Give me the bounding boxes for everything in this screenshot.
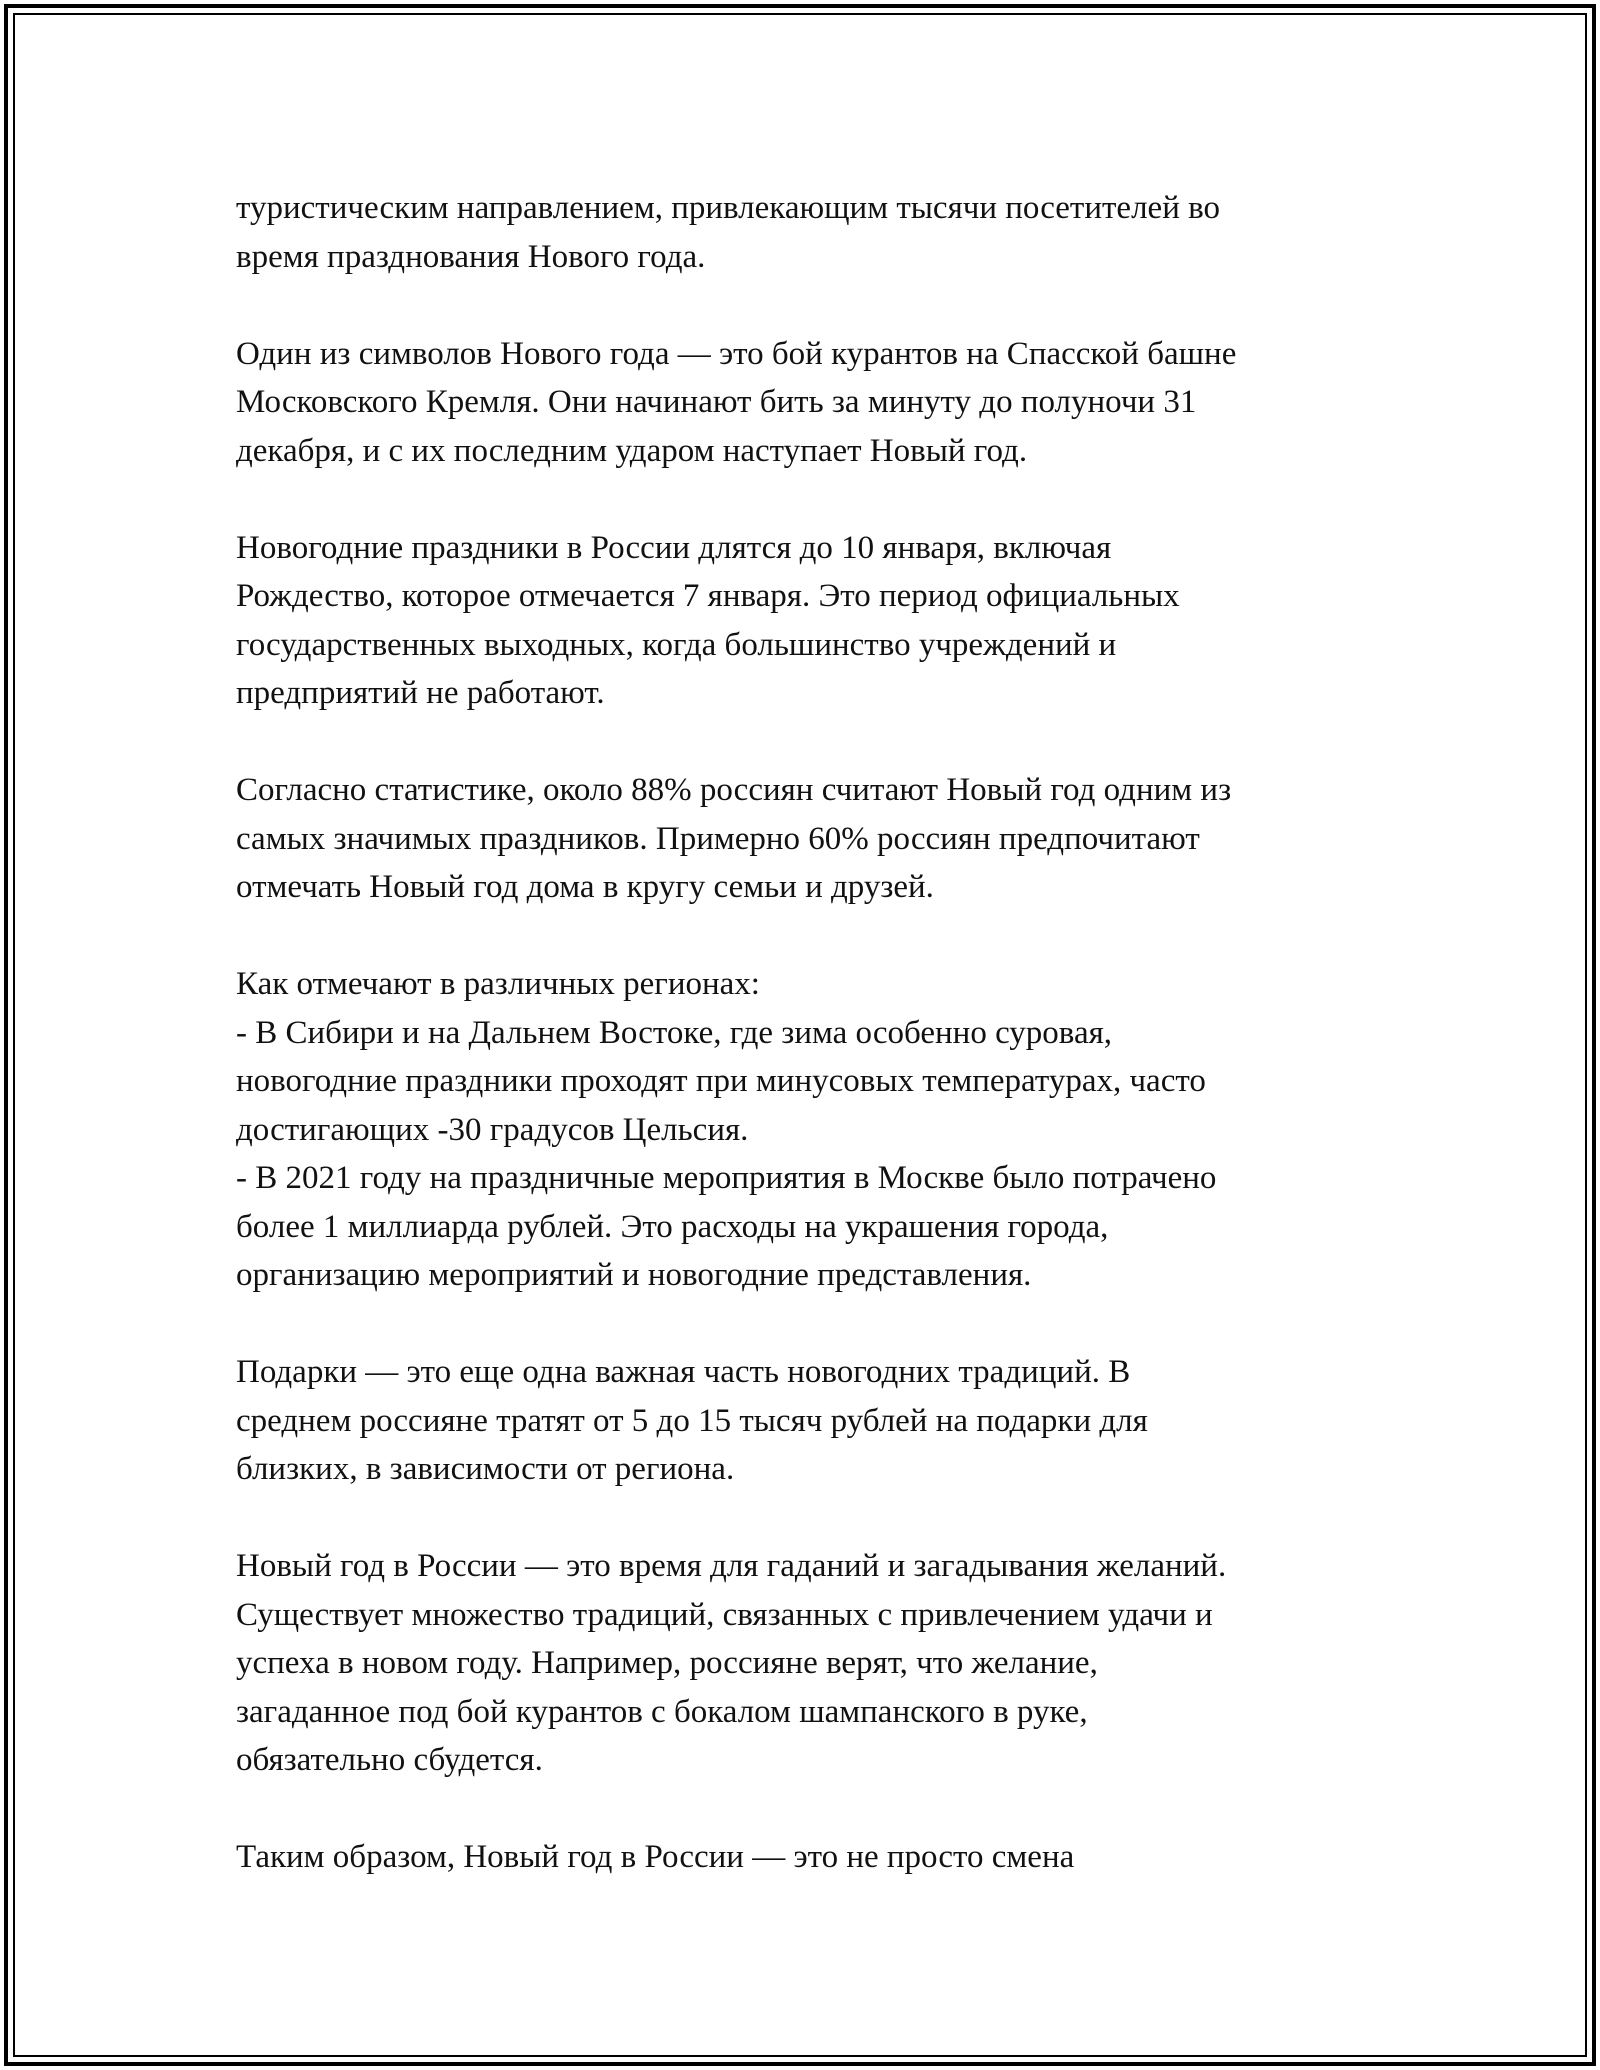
- paragraph-statistics: [236, 766, 1416, 912]
- text-line: организацию мероприятий и новогодние представления.: [236, 1257, 1032, 1293]
- text-line: - В Сибири и на Дальнем Востоке, где зима особенно суровая,: [236, 1014, 1113, 1051]
- text-line: - В 2021 году на праздничные мероприятия в Москве было потрачено: [236, 1160, 1217, 1196]
- text-line: Московского Кремля. Они начинают бить за минуту до полуночи 31: [236, 384, 1197, 420]
- text-line: отмечать Новый год дома в кругу семьи и друзей.: [236, 869, 934, 905]
- paragraph-conclusion: [236, 1833, 1416, 1882]
- paragraph-regions: [236, 960, 1416, 1300]
- text-line: Таким образом, Новый год в России — это не просто смена: [236, 1839, 1075, 1875]
- text-line: Как отмечают в различных регионах:: [236, 966, 760, 1002]
- text-line: государственных выходных, когда большинство учреждений и: [236, 626, 1117, 663]
- text-line: загаданное под бой курантов с бокалом шампанского в руке,: [236, 1693, 1088, 1730]
- text-line: среднем россияне тратят от 5 до 15 тысяч рублей на подарки для: [236, 1402, 1148, 1439]
- text-line: Новогодние праздники в России длятся до 10 января, включая: [236, 529, 1112, 566]
- text-line: Один из символов Нового года — это бой курантов на Спасской башне: [236, 335, 1237, 372]
- text-line: обязательно сбудется.: [236, 1742, 543, 1778]
- paragraph-holidays: [236, 524, 1416, 718]
- text-line: декабря, и с их последним ударом наступает Новый год.: [236, 432, 1028, 469]
- document-body: [236, 184, 1416, 1882]
- text-line: достигающих -30 градусов Цельсия.: [236, 1111, 749, 1148]
- paragraph-gifts: [236, 1348, 1416, 1494]
- paragraph-kremlin-chimes: [236, 330, 1416, 476]
- text-line: Согласно статистике, около 88% россиян считают Новый год одним из: [236, 772, 1232, 808]
- text-line: туристическим направлением, привлекающим тысячи посетителей во: [236, 190, 1220, 226]
- text-line: близких, в зависимости от региона.: [236, 1451, 735, 1487]
- paragraph-tourism: [236, 184, 1416, 281]
- text-line: Существует множество традиций, связанных с привлечением удачи и: [236, 1596, 1213, 1633]
- text-line: Рождество, которое отмечается 7 января. Это период официальных: [236, 578, 1180, 614]
- paragraph-wishes: [236, 1542, 1416, 1785]
- text-line: Подарки — это еще одна важная часть новогодних традиций. В: [236, 1354, 1131, 1390]
- text-line: новогодние праздники проходят при минусовых температурах, часто: [236, 1063, 1206, 1099]
- text-line: время празднования Нового года.: [236, 238, 706, 275]
- text-line: предприятий не работают.: [236, 675, 605, 711]
- text-line: более 1 миллиарда рублей. Это расходы на украшения города,: [236, 1208, 1109, 1245]
- text-line: самых значимых праздников. Примерно 60% россиян предпочитают: [236, 820, 1200, 857]
- text-line: успеха в новом году. Например, россияне верят, что желание,: [236, 1645, 1098, 1681]
- text-line: Новый год в России — это время для гаданий и загадывания желаний.: [236, 1548, 1227, 1584]
